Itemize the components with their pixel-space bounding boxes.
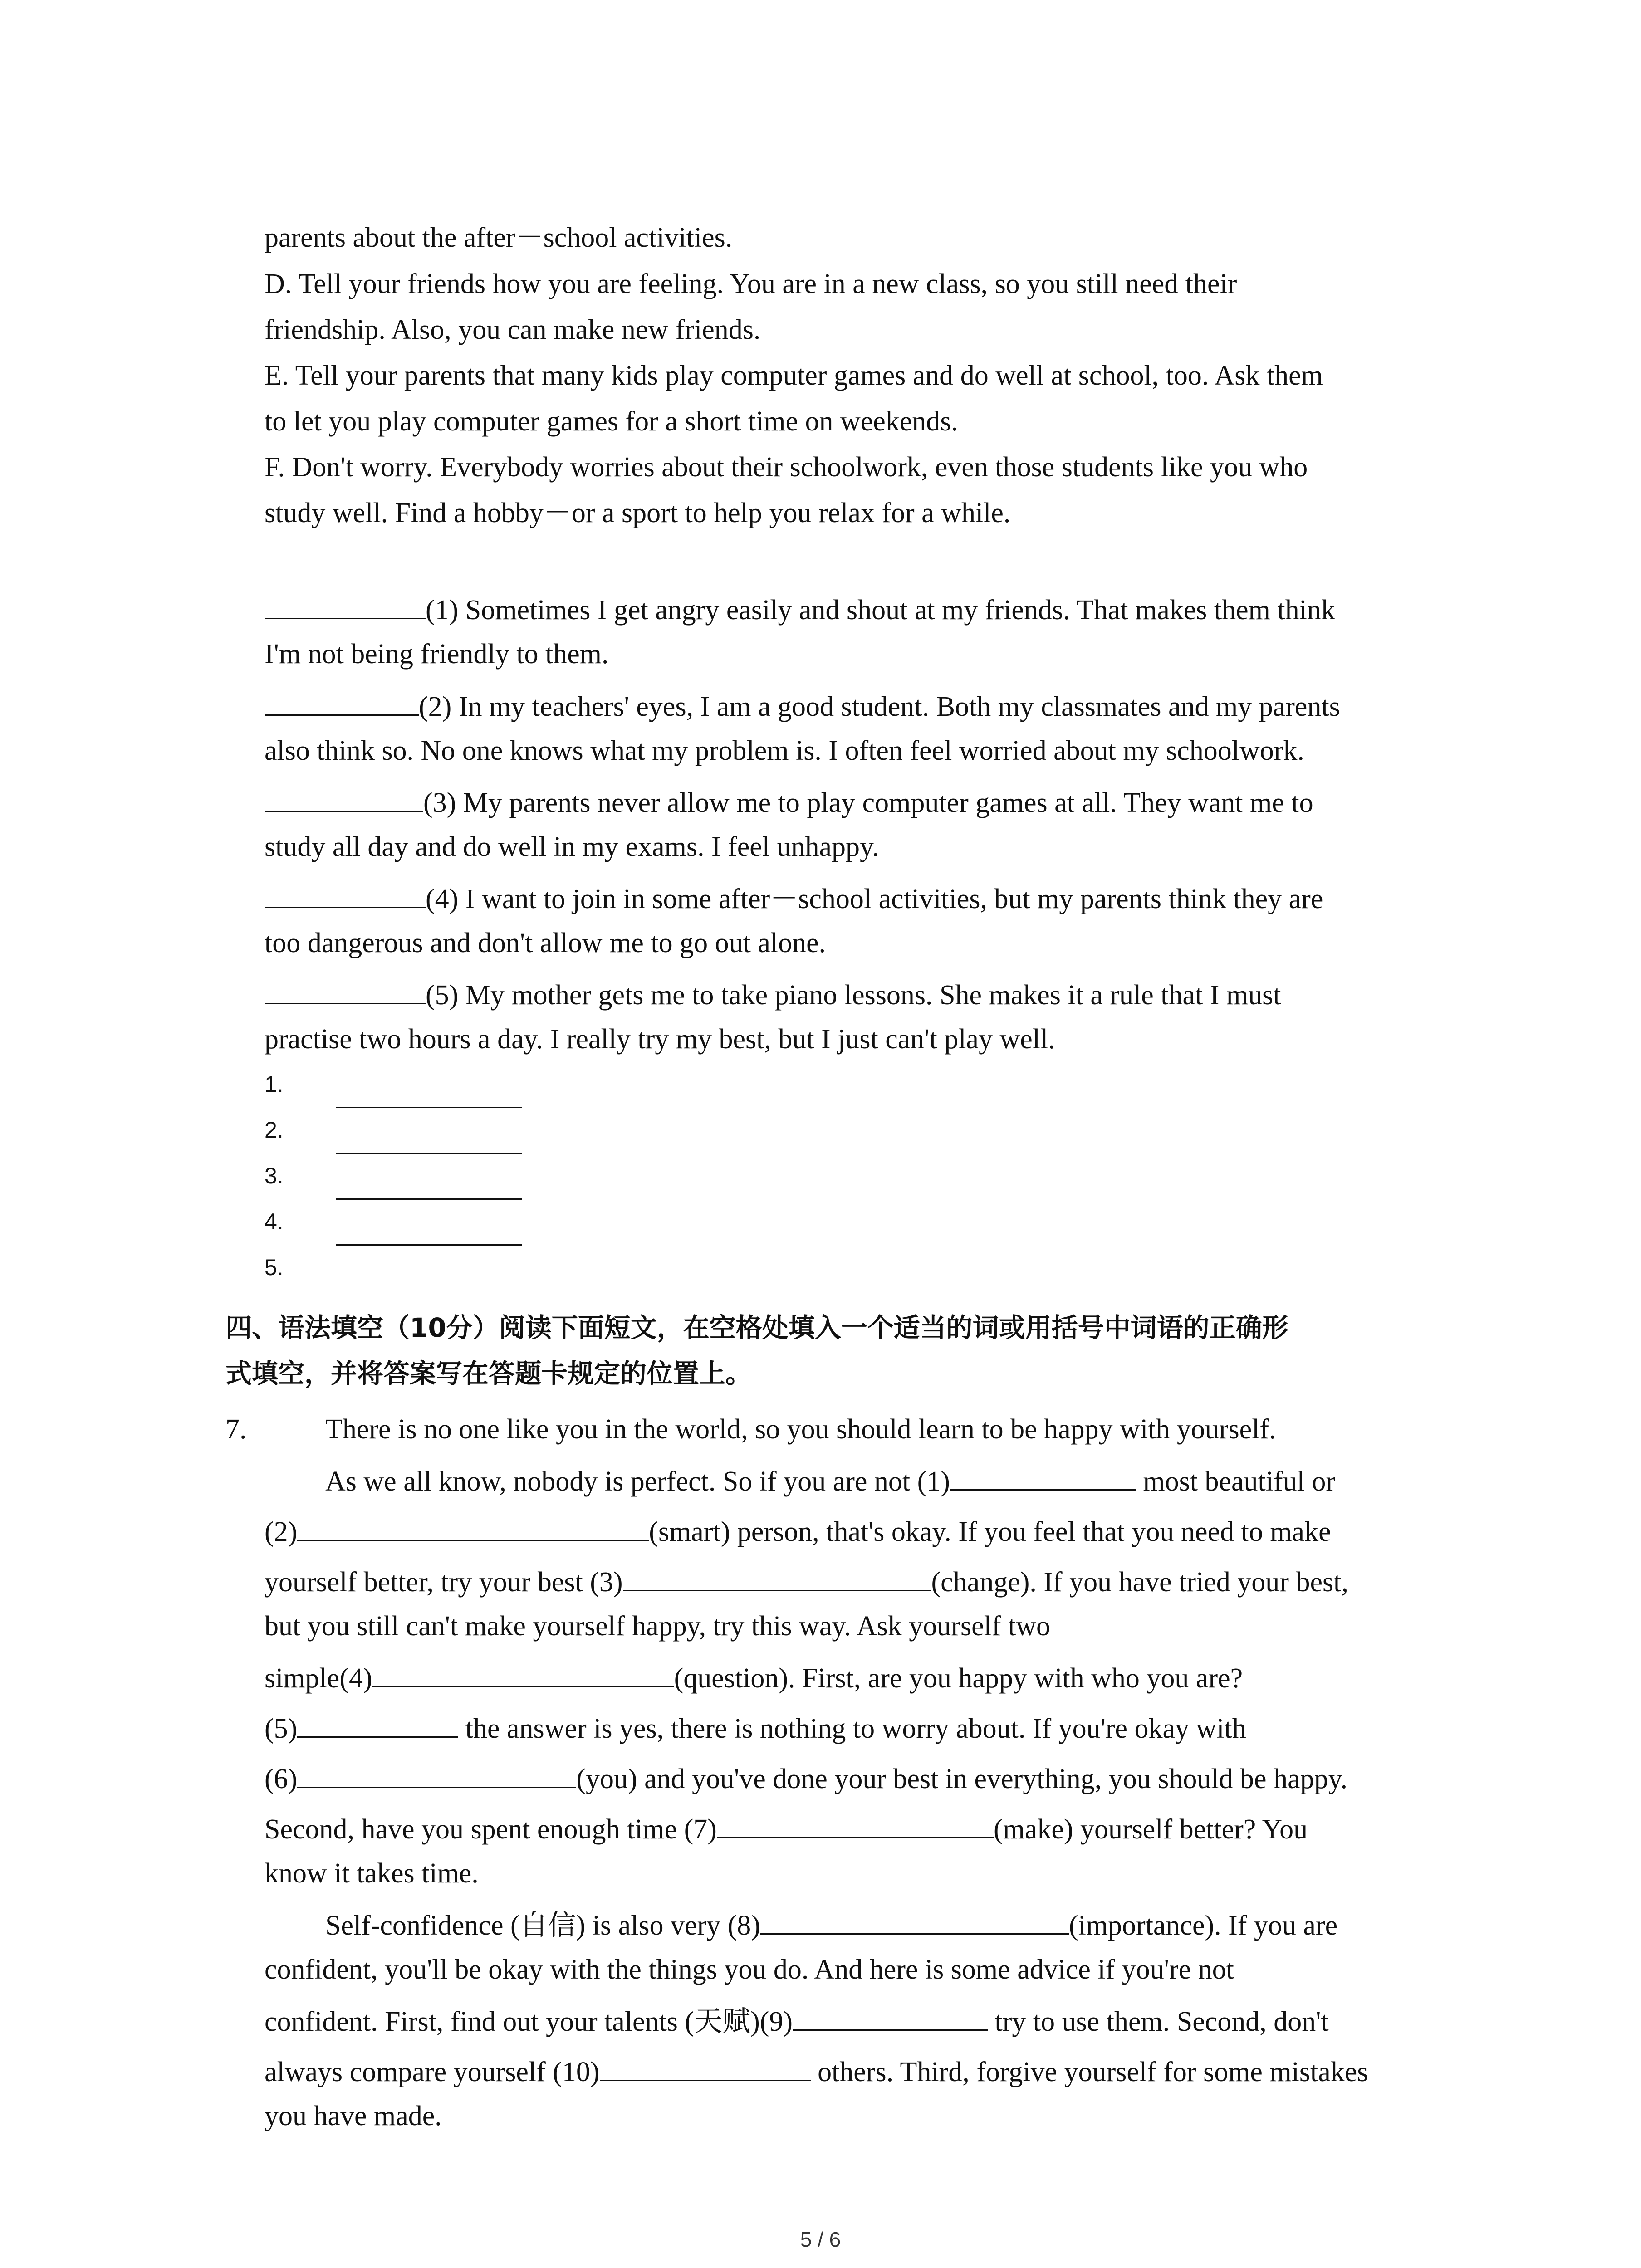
blank-4[interactable] — [372, 1662, 674, 1687]
problem-5-line2: practise two hours a day. I really try my best, but I just can't play well. — [265, 1024, 1055, 1055]
passage-line-7 — [265, 1713, 1246, 1743]
problem-2-text: (2) In my teachers' eyes, I am a good student. Both my classmates and my parents — [419, 691, 1340, 722]
passage-line-8 — [265, 1763, 1347, 1793]
passage-text: Second, have you spent enough time (7) — [265, 1814, 717, 1845]
answer-label-4: 4. — [265, 1209, 284, 1234]
passage-text: (change). If you have tried your best, — [931, 1567, 1348, 1598]
passage-text: (importance). If you are — [1068, 1910, 1338, 1941]
blank-8[interactable] — [760, 1910, 1069, 1935]
question-7-number: 7. — [225, 1414, 247, 1445]
section-4-title-line2: 式填空，并将答案写在答题卡规定的位置上。 — [225, 1358, 752, 1389]
problem-4-text: (4) I want to join in some after－school activities, but my parents think they are — [426, 884, 1323, 914]
option-c-tail: parents about the after－school activities. — [265, 222, 733, 253]
option-f-line2: study well. Find a hobby－or a sport to help you relax for a while. — [265, 498, 1011, 528]
passage-line-6 — [265, 1662, 1243, 1692]
passage-line-2 — [325, 1466, 1335, 1496]
blank-3[interactable] — [623, 1566, 931, 1591]
answer-line-4[interactable] — [336, 1244, 522, 1246]
passage-text: (you) and you've done your best in everything, you should be happy. — [576, 1764, 1348, 1794]
problem-1-line1 — [265, 594, 1335, 624]
answer-line-3[interactable] — [336, 1198, 522, 1200]
problem-2-blank[interactable] — [265, 691, 419, 716]
passage-text: (2) — [265, 1516, 298, 1547]
problem-5-text: (5) My mother gets me to take piano lessons. She makes it a rule that I must — [426, 980, 1281, 1011]
problem-3-line1 — [265, 787, 1313, 817]
problem-1-line2: I'm not being friendly to them. — [265, 639, 609, 670]
page-number: 5 / 6 — [800, 2228, 841, 2251]
problem-5-line1 — [265, 979, 1281, 1009]
option-d-line2: friendship. Also, you can make new friends. — [265, 314, 761, 345]
passage-text: As we all know, nobody is perfect. So if you are not (1) — [325, 1466, 950, 1497]
blank-7[interactable] — [717, 1813, 994, 1838]
option-f-line1: F. Don't worry. Everybody worries about their schoolwork, even those students like you who — [265, 452, 1308, 483]
passage-line-1: There is no one like you in the world, so you should learn to be happy with yourself. — [325, 1414, 1276, 1445]
blank-1[interactable] — [950, 1466, 1136, 1491]
passage-text: (make) yourself better? You — [993, 1814, 1308, 1845]
problem-5-blank[interactable] — [265, 979, 426, 1004]
problem-4-blank[interactable] — [265, 883, 426, 908]
answer-label-3: 3. — [265, 1163, 284, 1188]
section-4-title-line1: 四、语法填空（10分）阅读下面短文，在空格处填入一个适当的词或用括号中词语的正确形 — [225, 1312, 1288, 1343]
passage-text: simple(4) — [265, 1663, 372, 1694]
passage-text: others. Third, forgive yourself for some mistakes — [810, 2057, 1368, 2087]
passage-text: (5) — [265, 1713, 298, 1744]
passage-line-13 — [265, 2006, 1329, 2036]
passage-text: the answer is yes, there is nothing to worry about. If you're okay with — [458, 1713, 1246, 1744]
passage-line-4 — [265, 1566, 1348, 1596]
passage-line-10: know it takes time. — [265, 1858, 479, 1889]
problem-1-text: (1) Sometimes I get angry easily and shout at my friends. That makes them think — [426, 595, 1335, 626]
answer-label-2: 2. — [265, 1117, 284, 1143]
passage-text: confident. First, find out your talents (天赋)(9) — [265, 2006, 793, 2037]
problem-3-blank[interactable] — [265, 787, 423, 812]
passage-text: always compare yourself (10) — [265, 2057, 600, 2087]
answer-label-1: 1. — [265, 1071, 284, 1097]
passage-text: Self-confidence (自信) is also very (8) — [325, 1910, 760, 1941]
option-e-line1: E. Tell your parents that many kids play computer games and do well at school, too. Ask them — [265, 360, 1323, 391]
blank-6[interactable] — [297, 1763, 576, 1788]
problem-4-line1 — [265, 883, 1323, 913]
passage-text: (question). First, are you happy with who you are? — [674, 1663, 1243, 1694]
passage-text: try to use them. Second, don't — [988, 2006, 1329, 2037]
answer-label-5: 5. — [265, 1255, 284, 1280]
problem-4-line2: too dangerous and don't allow me to go out alone. — [265, 928, 826, 958]
problem-2-line1 — [265, 691, 1340, 721]
problem-3-text: (3) My parents never allow me to play computer games at all. They want me to — [423, 787, 1313, 818]
passage-text: yourself better, try your best (3) — [265, 1567, 623, 1598]
problem-3-line2: study all day and do well in my exams. I feel unhappy. — [265, 831, 879, 862]
passage-line-15: you have made. — [265, 2101, 442, 2131]
option-d-line1: D. Tell your friends how you are feeling. You are in a new class, so you still need their — [265, 269, 1237, 299]
problem-1-blank[interactable] — [265, 594, 426, 619]
blank-10[interactable] — [600, 2056, 811, 2081]
passage-line-14 — [265, 2056, 1368, 2086]
answer-line-2[interactable] — [336, 1153, 522, 1154]
passage-line-5: but you still can't make yourself happy, try this way. Ask yourself two — [265, 1611, 1050, 1642]
option-e-line2: to let you play computer games for a short time on weekends. — [265, 406, 958, 437]
passage-text: (6) — [265, 1764, 298, 1794]
passage-line-3 — [265, 1516, 1331, 1546]
passage-text: (smart) person, that's okay. If you feel that you need to make — [649, 1516, 1331, 1547]
blank-9[interactable] — [793, 2006, 988, 2031]
passage-line-11 — [325, 1910, 1337, 1940]
passage-line-12: confident, you'll be okay with the things you do. And here is some advice if you're not — [265, 1954, 1234, 1985]
blank-5[interactable] — [297, 1713, 458, 1738]
answer-line-1[interactable] — [336, 1107, 522, 1108]
problem-2-line2: also think so. No one knows what my problem is. I often feel worried about my schoolwork. — [265, 735, 1304, 766]
blank-2[interactable] — [297, 1516, 649, 1541]
passage-line-9 — [265, 1813, 1308, 1843]
passage-text: most beautiful or — [1136, 1466, 1335, 1497]
